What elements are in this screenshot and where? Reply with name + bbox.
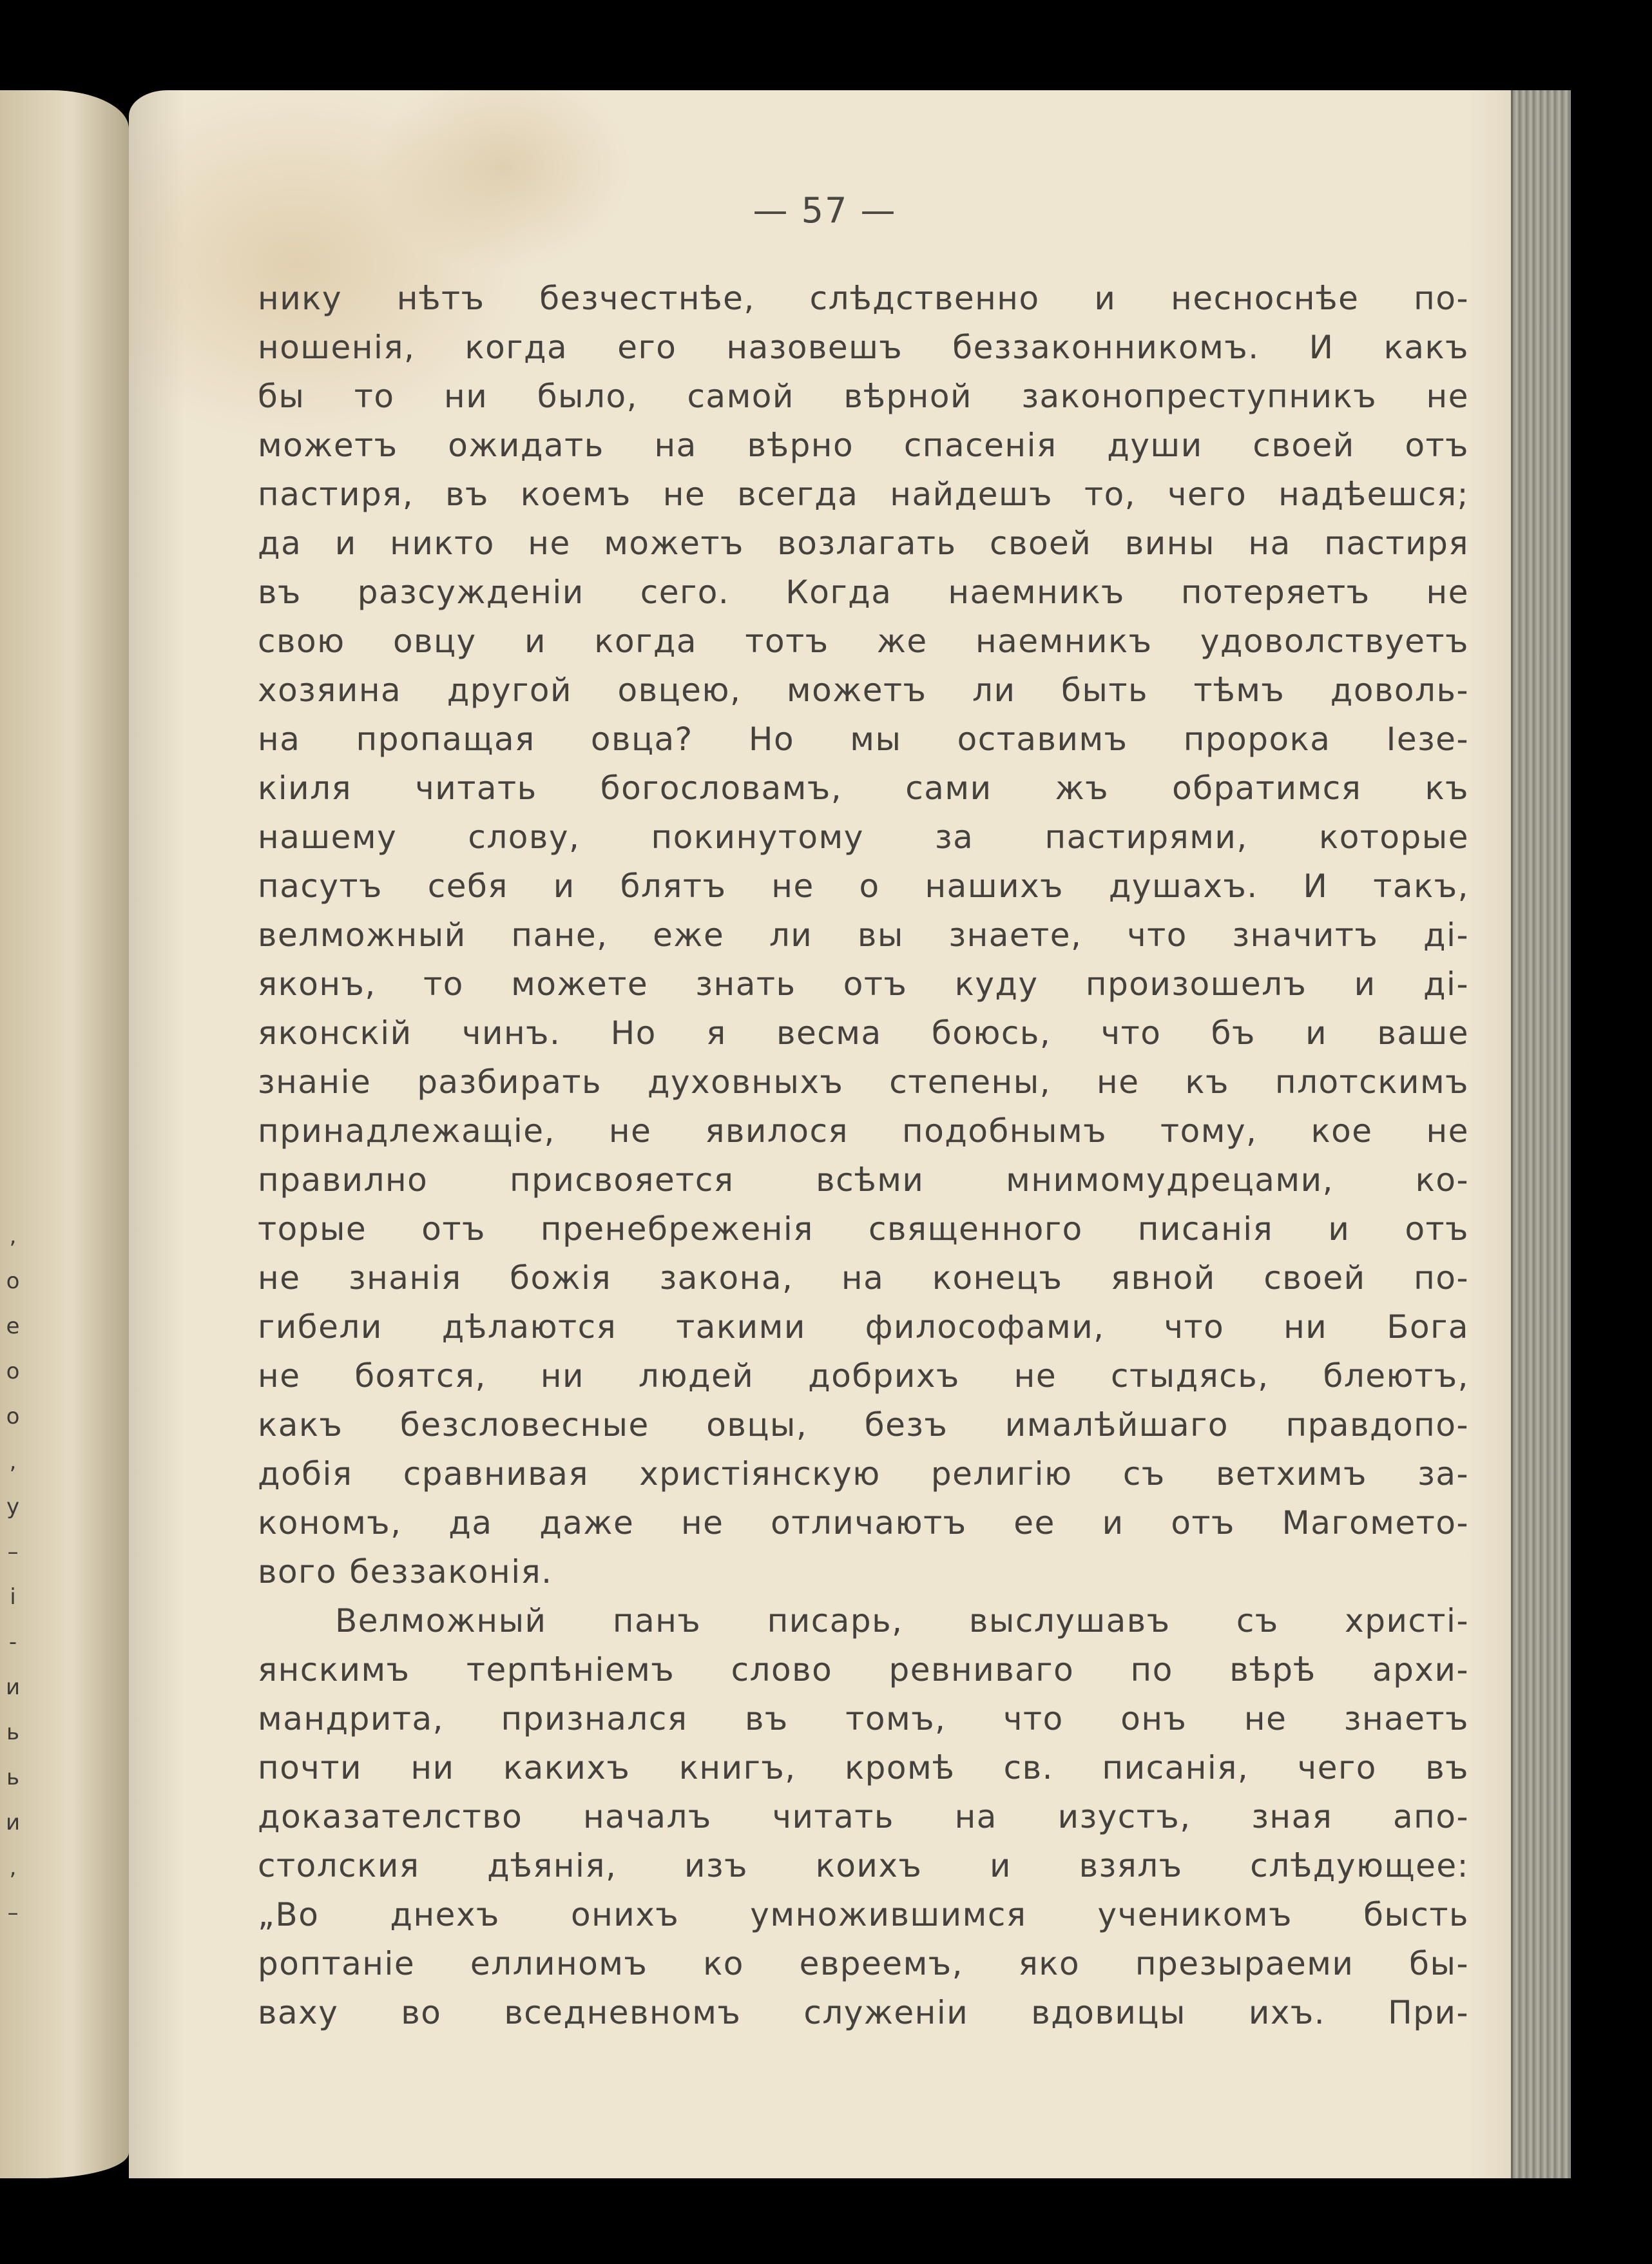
left-page-fragment: е [6,1313,20,1339]
left-page-fragment: , [9,1449,17,1475]
text-line: нику нѣтъ безчестнѣе, слѣдственно и несноснѣе по- [258,280,1469,317]
left-page-fragment: у [6,1494,20,1520]
text-line: яконскій чинъ. Но я весма боюсь, что бъ и ваше [258,1014,1469,1052]
text-line: знаніе разбирать духовныхъ степены, не къ плотскимъ [258,1063,1469,1101]
text-line: торые отъ пренебреженія священного писанія и отъ [258,1210,1469,1248]
left-page-fragment: – [7,1539,19,1565]
left-page-fragment: о [6,1359,20,1384]
text-line: кономъ, да даже не отличаютъ ее и отъ Магомето- [258,1504,1469,1542]
page-number: — 57 — [753,190,897,231]
left-page-fragment: і [10,1584,16,1610]
text-line: не знанія божія закона, на конецъ явной своей по- [258,1259,1469,1297]
text-line: Велможный панъ писарь, выслушавъ съ христі- [335,1602,1469,1640]
text-line: велможный пане, еже ли вы знаете, что значитъ ді- [258,916,1469,954]
text-line: можетъ ожидать на вѣрно спасенія души своей отъ [258,427,1469,464]
text-line: правилно присвояется всѣми мнимомудрецами, ко- [258,1161,1469,1199]
page-stack-edge [1511,90,1571,2178]
text-line: добія сравнивая христіянскую религію съ ветхимъ за- [258,1455,1469,1493]
text-line: пасутъ себя и блятъ не о нашихъ душахъ. И такъ, [258,867,1469,905]
text-line: не боятся, ни людей добрихъ не стыдясь, блеютъ, [258,1357,1469,1395]
text-line: принадлежащіе, не явилося подобнымъ тому, кое не [258,1112,1469,1150]
text-line: доказателство началъ читать на изустъ, зная апо- [258,1798,1469,1835]
text-line: бы то ни было, самой вѣрной законопреступникъ не [258,378,1469,415]
text-line: какъ безсловесные овцы, безъ ималѣйшаго правдопо- [258,1406,1469,1444]
left-page-fragment: ь [6,1719,20,1745]
text-line: мандрита, признался въ томъ, что онъ не знаетъ [258,1700,1469,1737]
text-line: ношенія, когда его назовешъ беззаконникомъ. И какъ [258,329,1469,366]
text-line: свою овцу и когда тотъ же наемникъ удоволствуетъ [258,623,1469,660]
left-page-fragment: , [9,1855,17,1881]
previous-page-edge [0,90,129,2178]
text-line: въ разсужденіи сего. Когда наемникъ потеряетъ не [258,574,1469,611]
text-line: на пропащая овца? Но мы оставимъ пророка Іезе- [258,721,1469,758]
left-page-fragment: , [9,1223,17,1249]
text-line: хозяина другой овцею, можетъ ли быть тѣмъ доволь- [258,672,1469,709]
text-line: ваху во вседневномъ служеніи вдовицы ихъ. При- [258,1994,1469,2031]
text-line: яконъ, то можете знать отъ куду произошелъ и ді- [258,965,1469,1003]
text-line: „Во днехъ онихъ умножившимся ученикомъ бысть [258,1896,1469,1933]
book-page [129,90,1521,2178]
text-line: нашему слову, покинутому за пастирями, которые [258,818,1469,856]
text-line: да и никто не можетъ возлагать своей вины на пастиря [258,525,1469,562]
text-line: роптаніе еллиномъ ко евреемъ, яко презыраеми бы- [258,1945,1469,1982]
text-line: янскимъ терпѣніемъ слово ревниваго по вѣрѣ архи- [258,1651,1469,1688]
text-line: почти ни какихъ книгъ, кромѣ св. писанія, чего въ [258,1749,1469,1786]
text-line: столския дѣянія, изъ коихъ и взялъ слѣдующее: [258,1847,1469,1884]
text-line: кіиля читать богословамъ, сами жъ обратимся къ [258,769,1469,807]
left-page-fragment: – [7,1900,19,1926]
text-line: пастиря, въ коемъ не всегда найдешъ то, чего надѣешся; [258,476,1469,513]
text-line: вого беззаконія. [258,1553,553,1591]
left-page-fragment: о [6,1268,20,1294]
text-line: гибели дѣлаются такими философами, что ни Бога [258,1308,1469,1346]
left-page-fragment: о [6,1404,20,1429]
left-page-fragment: - [8,1629,17,1655]
left-page-fragment: ь [6,1765,20,1790]
left-page-fragment: и [5,1810,21,1835]
left-page-fragment: и [5,1674,21,1700]
page-text [258,274,1469,2037]
